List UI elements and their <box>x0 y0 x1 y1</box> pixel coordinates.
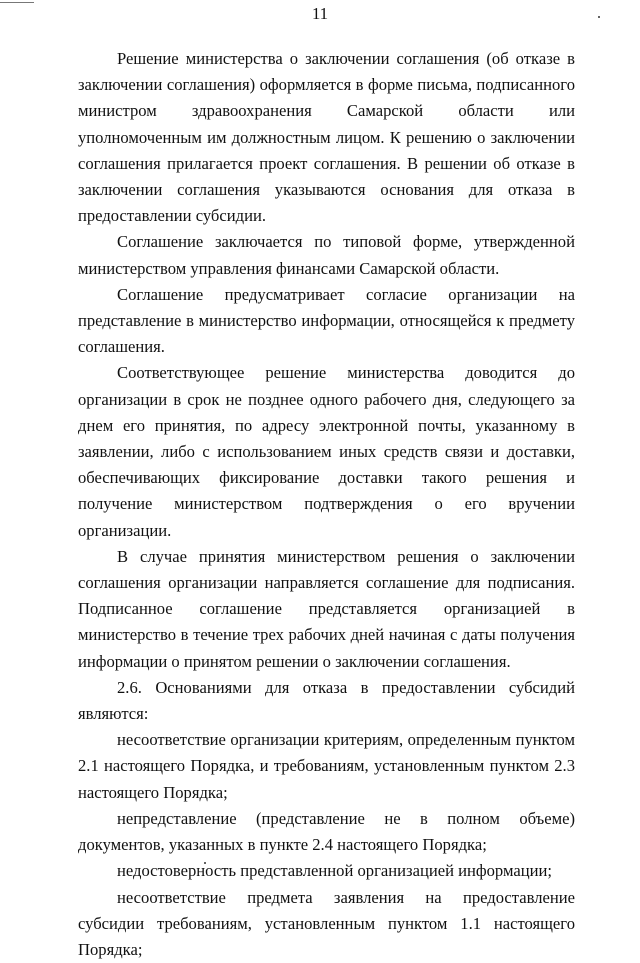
page-number: 11 <box>0 4 640 24</box>
paragraph-consent: Соглашение предусматривает согласие организации на представление в министерство информации, относящейся к предмету соглашения. <box>78 282 575 361</box>
list-item-documents: непредставление (представление не в полном объеме) документов, указанных в пункте 2.4 настоящего Порядка; <box>78 806 575 858</box>
list-item-subject: несоответствие предмета заявления на предоставление субсидии требованиям, установленным пунктом 1.1 настоящего Порядка; <box>78 885 575 963</box>
paragraph-signing: В случае принятия министерством решения о заключении соглашения организации направляется соглашение для подписания. Подписанное соглашение представляется организацией в министерство в течение трех рабочих дней начиная с даты получения информации о принятом решении о заключении соглашения. <box>78 544 575 675</box>
document-body <box>78 46 575 963</box>
paragraph-decision-form: Решение министерства о заключении соглашения (об отказе в заключении соглашения) оформляется в форме письма, подписанного министром здравоохранения Самарской области или уполномоченным им должностным лицом. К решению о заключении соглашения прилагается проект соглашения. В решении об отказе в заключении соглашения указываются основания для отказа в предоставлении субсидии. <box>78 46 575 229</box>
paragraph-notification: Соответствующее решение министерства доводится до организации в срок не позднее одного рабочего дня, следующего за днем его принятия, по адресу электронной почты, указанному в заявлении, либо с использованием иных средств связи и доставки, обеспечивающих фиксирование доставки такого решения и получение министерством подтверждения о его вручении организации. <box>78 360 575 543</box>
list-item-accuracy: недостоверность представленной организацией информации; <box>78 858 575 884</box>
scan-artifact-line <box>0 2 34 3</box>
list-item-criteria: несоответствие организации критериям, определенным пунктом 2.1 настоящего Порядка, и требованиям, установленным пунктом 2.3 настоящего Порядка; <box>78 727 575 806</box>
paragraph-refusal-grounds-heading: 2.6. Основаниями для отказа в предоставлении субсидий являются: <box>78 675 575 727</box>
paragraph-agreement-form: Соглашение заключается по типовой форме, утвержденной министерством управления финансами Самарской области. <box>78 229 575 281</box>
